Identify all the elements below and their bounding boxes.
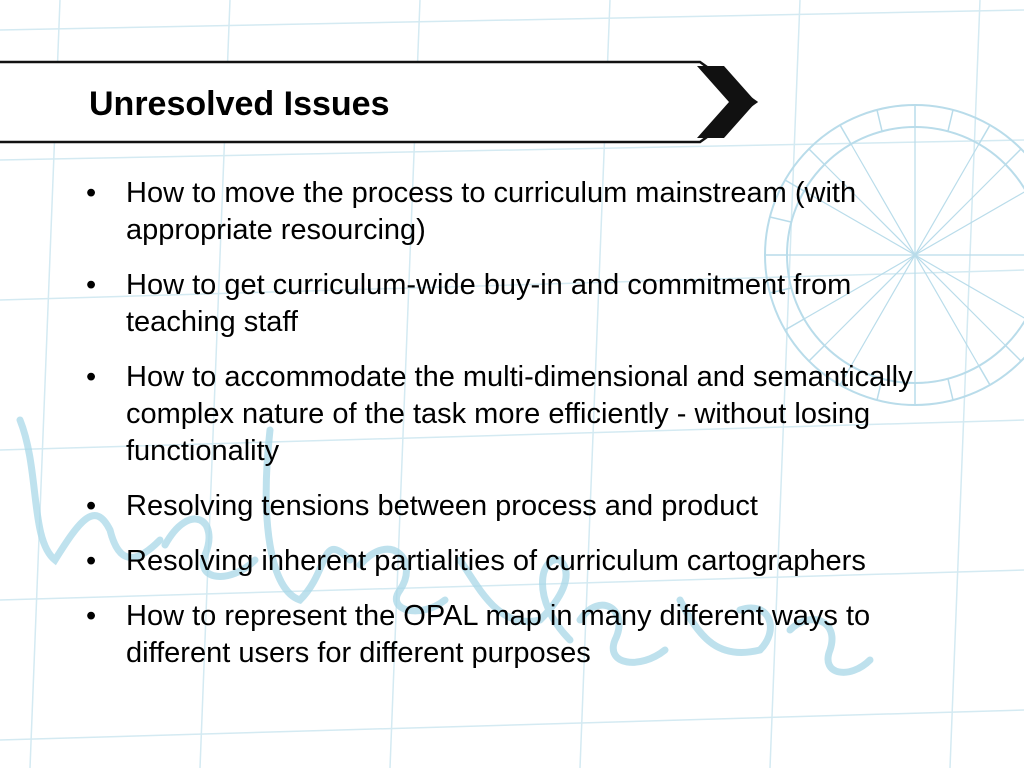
slide-title: Unresolved Issues — [89, 85, 390, 123]
list-item — [84, 543, 924, 580]
list-item — [84, 359, 924, 470]
list-item — [84, 267, 924, 341]
bullet-icon: • — [86, 490, 97, 522]
bullet-icon: • — [86, 269, 97, 301]
bullet-text: How to get curriculum-wide buy-in and commitment from teaching staff — [126, 269, 852, 338]
list-item — [84, 598, 924, 672]
bullet-icon: • — [86, 177, 97, 209]
bullet-text: Resolving inherent partialities of curriculum cartographers — [126, 545, 866, 577]
bullet-text: How to accommodate the multi-dimensional and semantically complex nature of the task more efficiently - without losing functionality — [126, 361, 913, 467]
bullet-list — [84, 175, 924, 690]
bullet-text: Resolving tensions between process and product — [126, 490, 758, 522]
bullet-text: How to represent the OPAL map in many different ways to different users for different purposes — [126, 600, 871, 669]
bullet-icon: • — [86, 361, 97, 393]
list-item — [84, 488, 924, 525]
list-item — [84, 175, 924, 249]
bullet-icon: • — [86, 545, 97, 577]
bullet-icon: • — [86, 600, 97, 632]
bullet-text: How to move the process to curriculum mainstream (with appropriate resourcing) — [126, 177, 857, 246]
